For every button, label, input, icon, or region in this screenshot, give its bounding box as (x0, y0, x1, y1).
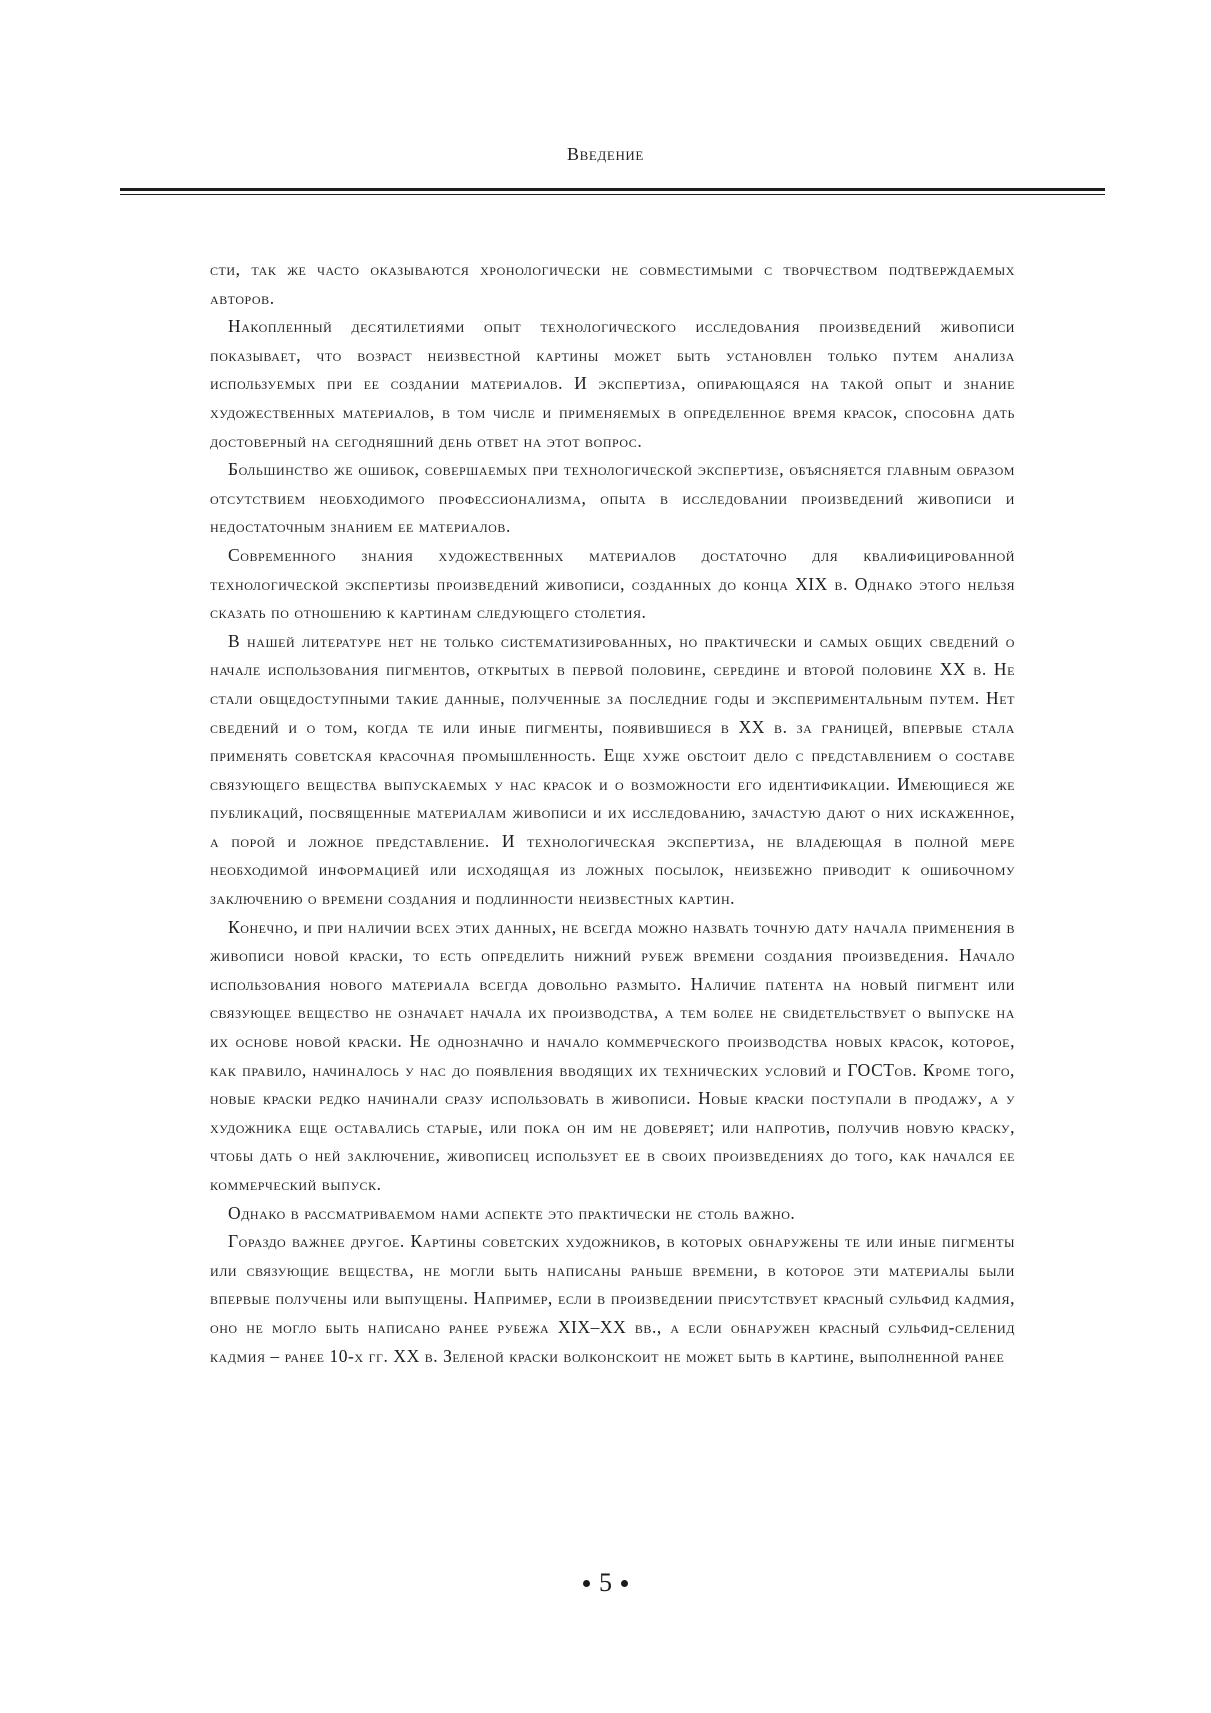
body-text (210, 255, 1015, 1370)
running-header: Введение (567, 144, 644, 164)
paragraph: В нашей литературе нет не только систематизированных, но практически и самых общих сведений о начале использования пигментов, открытых в первой половине, середине и второй половине XX в. Не стали общедоступными такие данные, полученные за последние годы и экспериментальным путем. Нет сведений и о том, когда те или иные пигменты, появившиеся в XX в. за границей, впервые стала применять советская красочная промышленность. Еще хуже обстоит дело с представлением о составе связующего вещества выпускаемых у нас красок и о возможности его идентификации. Имеющиеся же публикаций, посвященные материалам живописи и их исследованию, зачастую дают о них искаженное, а порой и ложное представление. И технологическая экспертиза, не владеющая в полной мере необходимой информацией или исходящая из ложных посылок, неизбежно приводит к ошибочному заключению о времени создания и подлинности неизвестных картин. (210, 630, 1015, 909)
bullet-left-icon (583, 1580, 590, 1587)
header-rule-thin (120, 194, 1105, 195)
page-number-value: 5 (599, 1568, 612, 1597)
paragraph: Большинство же ошибок, совершаемых при технологической экспертизе, объясняется главным образом отсутствием необходимого профессионализма, опыта в исследовании произведений живописи и недостаточным знанием ее материалов. (210, 459, 1015, 537)
header-rule-thick (120, 188, 1105, 191)
bullet-right-icon (621, 1580, 628, 1587)
paragraph: Современного знания художественных материалов достаточно для квалифицированной технологической экспертизы произведений живописи, созданных до конца XIX в. Однако этого нельзя сказать по отношению к картинам следующего столетия. (210, 544, 1015, 623)
paragraph: Накопленный десятилетиями опыт технологического исследования произведений живописи показывает, что возраст неизвестной картины может быть установлен только путем анализа используемых при ее создании материалов. И экспертиза, опирающаяся на такой опыт и знание художественных материалов, в том числе и применяемых в определенное время красок, способна дать достоверный на сегодняшний день ответ на этот вопрос. (210, 316, 1015, 451)
paragraph: Однако в рассматриваемом нами аспекте это практически не столь важно. (228, 1202, 796, 1223)
paragraph: Гораздо важнее другое. Картины советских художников, в которых обнаружены те или иные пигменты или связующие вещества, не могли быть написаны раньше времени, в которое эти материалы были впервые получены или выпущены. Например, если в произведении присутствует красный сульфид кадмия, оно не могло быть написано ранее рубежа XIX–XX вв., а если обнаружен красный сульфид-селенид кадмия – ранее 10-х гг. XX в. Зеленой краски волконскоит не может быть в картине, выполненной ранее (210, 1231, 1015, 1366)
paragraph: Конечно, и при наличии всех этих данных, не всегда можно назвать точную дату начала применения в живописи новой краски, то есть определить нижний рубеж времени создания произведения. Начало использования нового материала всегда довольно размыто. Наличие патента на новый пигмент или связующее вещество не означает начала их производства, а тем более не свидетельствует о выпуске на их основе новой краски. Не однозначно и начало коммерческого производства новых красок, которое, как правило, начиналось у нас до появления вводящих их технических условий и ГОСТов. Кроме того, новые краски редко начинали сразу использовать в живописи. Новые краски поступали в продажу, а у художника еще оставались старые, или пока он им не доверяет; или напротив, получив новую краску, чтобы дать о ней заключение, живописец использует ее в своих произведениях до того, как начался ее коммерческий выпуск. (210, 916, 1015, 1194)
page-number (0, 1568, 1211, 1598)
paragraph-continuation: сти, так же часто оказываются хронологически не совместимыми с творчеством подтверждаемых авторов. (210, 259, 1015, 308)
